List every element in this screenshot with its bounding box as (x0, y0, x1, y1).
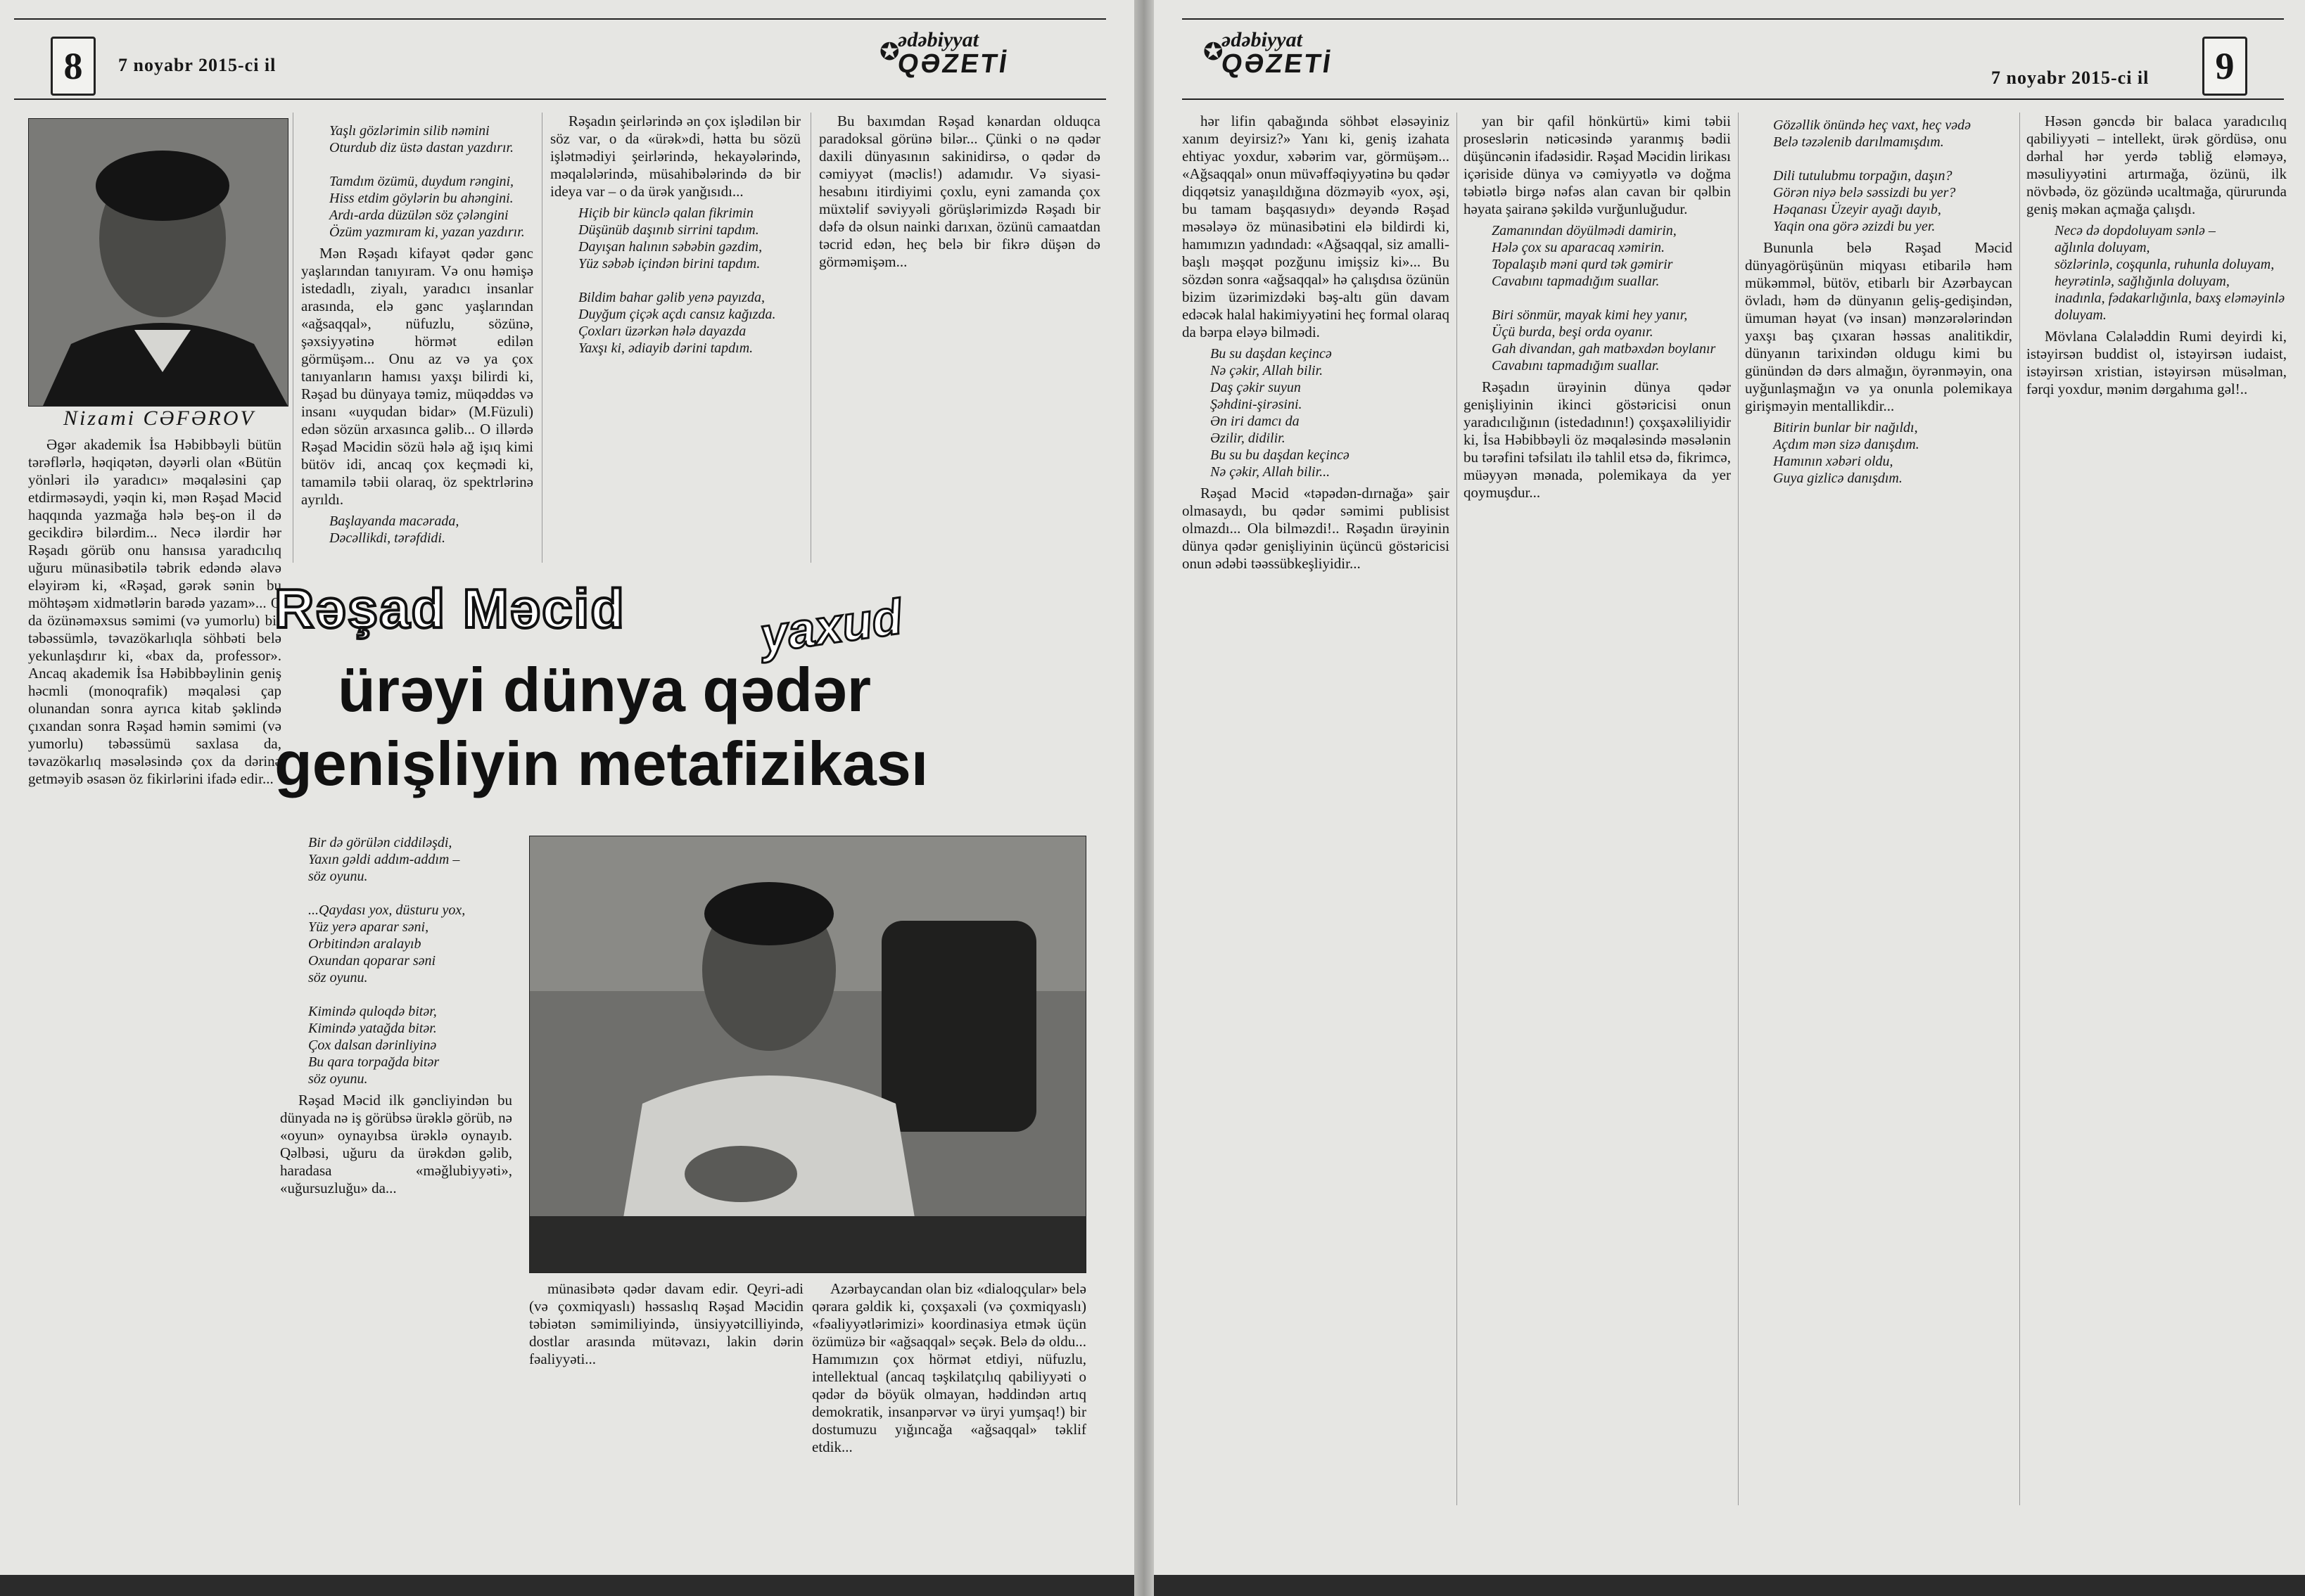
issue-date: 7 noyabr 2015-ci il (1991, 68, 2150, 88)
header-rule (14, 98, 1106, 100)
article-column-4-lower: Azərbaycandan olan biz «dialoqçular» belə qərara gəldik ki, çoxşaxəli (və çoxmiqyaslı) «fəaliyyətlərimizi» koordinasiya etmək üçün özümüzə bir «ağsaqqal» seçək. Belə də oldu... Hamımızın çox hörmət etdiyi, nüfuzlu, intellektual (ancaq təşkilatçılıq qabiliyyəti o qədər də böyük olmayan, həddindən artıq demokratik, insanpərvər və üryi yumşaq!) bir dostumuzu yığıncağa «ağsaqqal» təklif etdik... (812, 1280, 1086, 1455)
article-column-1: hər lifin qabağında söhbət eləsəyiniz xanım deyirsiz?» Yanı ki, geniş izahata ehtiyac yoxdur, xəbərim var, görmüşəm... «Ağsaqqal» onun müvəffəqiyyətinə bu qədər diqqətsiz yanaşıldığına dözməyib «yox, əşi, bu tamam başqasıydı» deyəndə Rəşad məsələyə öz münasibətini elə bildirdi ki, hamımızın yadındadı: «Ağsaqqal, siz amalli-başlı məşqət pozğunu imişsiz ki»... Bu sözdən sonra «ağsaqqal» hə çalışdısa özünün bizim üzərimizdəki bəş-altı gün davam edəcək halal hakimiyyətini heç formal olaraq da bərpa eləyə bilmədi. Bu su daşdan keçincə Nə çəkir, Allah bilir. Daş çəkir suyun Şəhdini-şirəsini. Ən iri damcı da Əzilir, didilir. Bu su bu daşdan keçincə Nə çəkir, Allah bilir... Rəşad Məcid «təpədən-dırnağa» şair olmasaydı, bu qədər səmimi publisist olmazdı... Ola bilməzdi!.. Rəşadın ürəyinin dünya qədər genişliyinin üçüncü göstəricisi onun ədəbi təəssübkeşliyidir... (1182, 113, 1449, 572)
article-column-2-lower: Bir də görülən ciddiləşdi, Yaxın gəldi addım-addım – söz oyunu. ...Qaydası yox, düsturu yox, Yüz yerə aparar səni, Orbitindən aralayıb Oxundan qoparar səni söz oyunu. Kimində quloqdə bitər, Kimində yatağda bitər. Çox dalsan dərinliyinə Bu qara torpağda bitər söz oyunu. Rəşad Məcid ilk gəncliyindən bu dünyada nə iş görübsə ürəklə görüb, nə «oyun» oynayıbsa ürəklə oynayıb. Qəlbəsi, uğuru da ürəkdən gəlib, haradasa «məğlubiyyəti», «uğursuzluğu» da... (280, 835, 512, 1196)
article-column-3: Rəşadın şeirlərində ən çox işlədilən bir söz var, o da «ürək»di, hətta bu sözü işlətmədiyi şeirlərində, hekayələrində, məqalələrində, müsahibələrində də bir ideya var – o da ürək yanğısıdı... Hiçib bir künclə qalan fikrimin Düşünüb daşınıb sirrini tapdım. Dayışan halının səbəbin gəzdim, Yüz səbəb içindən birini tapdım. Bildim bahar gəlib yenə payızda, Duyğum çiçək açdı cansız kağızda. Çoxları üzərkən hələ dayazda Yaxşı ki, ədiayib dərini tapdım. (550, 113, 801, 356)
star-icon: ✪ (1203, 39, 1224, 65)
center-fold (1134, 0, 1154, 1596)
article-column-1: Əgər akademik İsa Həbibbəyli bütün tərəflərlə, həqiqətən, dəyərli olan «Bütün yönləri ilə yaradıcı» məqaləsini çap etdirməsəydi, yəqin ki, mən Rəşad Məcid haqqında yazmağa hələ beş-on il də gecikdirə bilərdim... Necə ilərdir hər Rəşadı görüb onu hansısa yaradıcılıq uğuru münasibətilə təbrik edəndə əlavə eləyirəm ki, «Rəşad, gərək sənin bu möhtəşəm xidmətlərin barədə yazam»... O da özünəməxsus səmimi (və yumorlu) bir təbəssümlə, təvazökarlıqla söhbəti belə yekunlaşdırır ki, «bax da, professor». Ancaq akademik İsa Həbibbəylinin geniş həcmli (monoqrafik) məqaləsi çap olunandan sonra ayrıca kitab şəklində çıxandan sonra Rəşad həmin səmimi (və yumorlu) təbəssümü saxlasa da, təvazökarlıq məsələsində çox da dərinə getməyib əsasən öz fikirlərini ifadə edir... (28, 436, 281, 787)
page-number: 8 (51, 37, 96, 96)
author-photo-large (529, 836, 1086, 1273)
article-column-3-lower: münasibətə qədər davam edir. Qeyri-adi (və çoxmiqyaslı) həssaslıq Rəşad Məcidin təbiətən səmimiliyində, ünsiyyətcilliyində, dostlar arasında mütəvazı, lakin dərin fəaliyyəti... (529, 1280, 804, 1367)
page-footer-band (1154, 1575, 2305, 1596)
right-page (1154, 0, 2305, 1596)
page-number: 9 (2202, 37, 2247, 96)
article-column-2: yan bir qafil hönkürtü» kimi təbii proseslərin nəticəsində yaranmış bədii düşüncənin ifadəsidir. Rəşad Məcidin lirikası içəriside dünya və cəmiyyətlə və doğma təbiətlə birgə nəfəs alan cavan bir qəlbin həyata şairanə şəkildə vurğunluğudur. Zamanından döyülmədi damirin, Hələ çox su aparacaq xəmirin. Topalaşıb məni qurd tək gəmirir Cavabını tapmadığım suallar. Biri sönmür, mayak kimi hey yanır, Üçü burda, beşi orda oyanır. Gah divandan, gah matbəxdən boylanır Cavabını tapmadığım suallar. Rəşadın ürəyinin dünya qədər genişliyinin ikinci göstəricisi onun yaradıcılığının (istedadının!) çoxşaxəliliyidir ki, İsa Həbibbəyli öz məqaləsində məsələnin bu tərəfini təfsilatı ilə tahlil etsə də, fikrimcə, müəyyən mənada, polemikaya da yer qoymuşdur... (1463, 113, 1731, 501)
article-headline: Rəşad Məcid yaxud ürəyi dünya qədər genişliyin metafizikası (274, 577, 929, 798)
masthead-logo: ✪ ədəbiyyat QƏZETİ (880, 28, 1011, 79)
article-column-4: Həsən gəncdə bir balaca yaradıcılıq qabiliyyəti – intellekt, ürək gördüsə, onu dərhal hər yerdə təbliğ eləməyə, məsuliyyətini artırmağa, özünü, ilk növbədə, öz gözündə ucaltmağa, qürurunda geniş məkan açmağa çalışdı. Necə də dopdoluyam sənlə – ağlınla doluyam, sözlərinlə, coşqunla, ruhunla doluyam, heyrətinlə, sağlığınla doluyam, inadınla, fədakarlığınla, baxş eləməyinlə doluyam. Mövlana Cəlaləddin Rumi deyirdi ki, istəyirsən buddist ol, istəyirsən iudaist, istəyirsən xristian, istəyirsən müsəlman, fərqi yoxdur, mənim dərgahıma gəl!.. (2026, 113, 2287, 397)
star-icon: ✪ (880, 39, 900, 65)
photo-caption: Nizami CƏFƏROV (63, 407, 255, 430)
article-column-2: Yaşlı gözlərimin silib nəmini Oturdub diz üstə dastan yazdırır. Tamdım özümü, duydum rəngini, Hiss etdim göylərin bu ahəngini. Ardı-arda düzülən söz çələngini Özüm yazmıram ki, yazan yazdırır. Mən Rəşadı kifayət qədər gənc yaşlarından tanıyıram. Və onu həmişə istedadlı, ziyalı, yaradıcı insanlar arasında, elə gənc yaşlarından «ağsaqqal», nüfuzlu, sözünə, şəxsiyyətinə hörmət edilən görmüşəm... Onu az və ya çox tanıyanların hamısı yaxşı bilirdi ki, Rəşad bu dünyaya təmiz, müqəddəs və insanı «uyqudan bidar» (M.Füzuli) edən sözün arxasınca gəlib... O illərdə Rəşad Məcidin sözü hələ ağ işıq kimi bütöv idi, ancaq çox keçmədi ki, tamamilə təbii olaraq, öz spektrlərinə ayrıldı. Başlayanda macərada, Dəcəllikdi, tərəfdidi. (301, 123, 533, 546)
header-rule (1182, 98, 2284, 100)
top-rule (14, 18, 1106, 20)
page-footer-band (0, 1575, 1134, 1596)
article-column-3: Gözəllik önündə heç vaxt, heç vədə Belə təzəlenib darılmamışdım. Dili tutulubmu torpağın, daşın? Görən niyə belə səssizdi bu yer? Həqanası Üzeyir ayağı dayıb, Yaqin ona görə əzizdi bu yer. Bununla belə Rəşad Məcid dünyagörüşünün miqyası etibarilə həm mükəmməl, bütöv, etibarlı bir Azərbaycan övladı, həm də dünyanın geliş-gedişindən, ümuman həyat (və insan) mənzərələrindən yaxşı baş çıxaran həssas analitikdir, dünyanın tarixindən oldugu kimi bu günündən də dərs almağın, öyrənməyin, ona uyğunlaşmağın və ya onunla polemikaya girişməyin mentallikdir... Bitirin bunlar bir nağıldı, Açdım mən sizə danışdım. Hamının xəbəri oldu, Guya gizlicə danışdım. (1745, 117, 2012, 486)
masthead-logo: ✪ ədəbiyyat QƏZETİ (1203, 28, 1335, 79)
article-column-4: Bu baxımdan Rəşad kənardan olduqca paradoksal görünə bilər... Çünki o nə qədər daxili dünyasının sakinidirsə, o qədər də cəmiyyət (məclis!) adamıdır. Və siyasi-hesabını itirdiyimi çoxlu, eyni zamanda çox müxtəlif səviyyəli görüşlərimizdə Rəşadı bir dəfə də olsun nainki darıxan, özünü camaatdan təcrid edən, heç belə bir fikrə düşən də görməmişəm... (819, 113, 1100, 270)
author-portrait (28, 118, 288, 407)
issue-date: 7 noyabr 2015-ci il (118, 55, 277, 75)
left-page (0, 0, 1134, 1596)
top-rule (1182, 18, 2284, 20)
